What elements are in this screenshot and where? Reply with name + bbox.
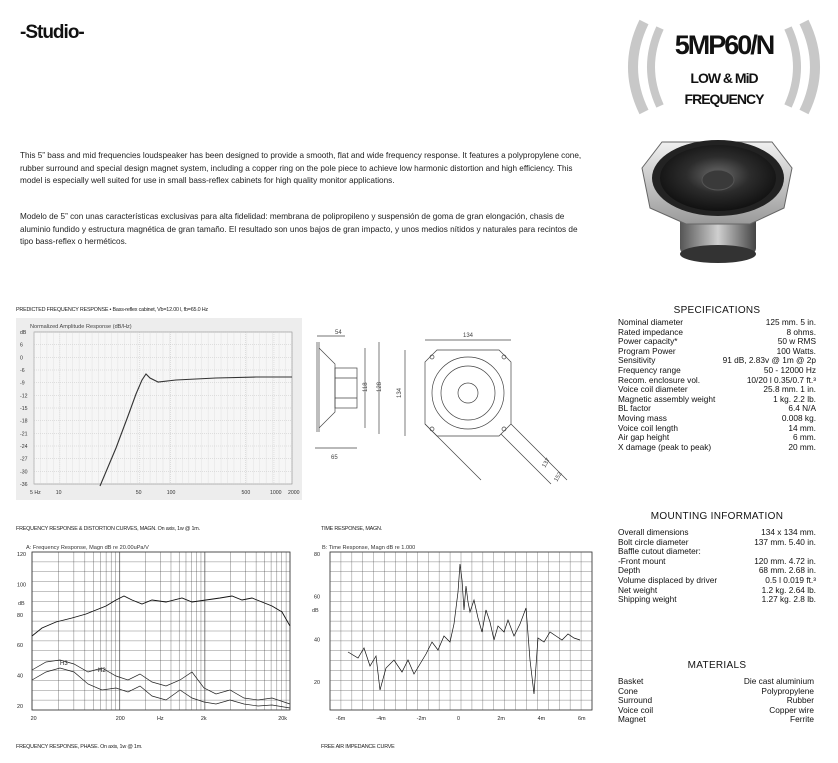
- freq-y-tick: 20: [17, 704, 23, 710]
- spec-row-value: 125 mm. 5 in.: [765, 317, 816, 327]
- spec-row-value: 6 mm.: [792, 432, 816, 443]
- material-row-value: Polypropylene: [761, 685, 814, 696]
- spec-row-label: Voice coil diameter: [618, 384, 688, 395]
- spec-row-label: Sensitivity: [618, 355, 656, 366]
- spec-row-label: Rated impedance: [618, 326, 684, 337]
- spec-row-label: Program Power: [618, 345, 676, 356]
- spec-row-value: 20 mm.: [788, 441, 816, 452]
- materials-table: [618, 677, 814, 725]
- freq-y-tick: 60: [17, 643, 23, 650]
- freq-y-tick: 40: [17, 673, 23, 680]
- time-x-tick: 0: [457, 716, 460, 722]
- brand-title: -Studio-: [20, 22, 84, 43]
- material-row-value: Die cast aluminium: [743, 676, 814, 686]
- mounting-row-value: 1.27 kg. 2.8 lb.: [761, 594, 816, 605]
- predicted-y-tick: -15: [20, 406, 28, 412]
- predicted-x-tick: 1000: [269, 490, 282, 496]
- logo-line2: FREQUENCY: [684, 91, 764, 107]
- spec-row-label: Voice coil length: [618, 422, 678, 433]
- spec-row-label: Magnetic assembly weight: [618, 393, 716, 404]
- time-x-tick: -4m: [376, 716, 386, 722]
- time-response-chart: [308, 540, 600, 722]
- freq-y-tick: 80: [17, 612, 23, 619]
- mounting-row-label: -Front mount: [618, 555, 666, 566]
- mounting-row-value: 0.5 l 0.019 ft.³: [765, 574, 816, 585]
- mounting-row: [618, 595, 816, 605]
- predicted-y-tick: -27: [20, 456, 28, 463]
- material-row-label: Magnet: [618, 714, 646, 725]
- mounting-row-value: 120 mm. 4.72 in.: [754, 555, 816, 566]
- predicted-y-tick: -36: [20, 482, 28, 488]
- time-y-unit: dB: [312, 608, 319, 614]
- freq-x-tick: 20: [30, 716, 37, 722]
- predicted-x-tick: 100: [166, 490, 176, 496]
- predicted-y-tick: 6: [20, 342, 23, 349]
- dim-front-width: 134: [463, 333, 474, 339]
- time-y-tick: 40: [314, 637, 320, 644]
- predicted-x-tick: 5 Hz: [30, 490, 41, 496]
- dim-front-height: 134: [397, 387, 403, 398]
- mounting-row-value: 68 mm. 2.68 in.: [758, 565, 816, 576]
- spec-row-value: 25.8 mm. 1 in.: [763, 384, 816, 395]
- time-x-tick: -2m: [416, 716, 426, 722]
- spec-row-value: 91 dB, 2.83v @ 1m @ 2p: [722, 355, 816, 366]
- time-x-tick: -6m: [336, 716, 346, 722]
- freq-x-tick: Hz: [157, 716, 164, 722]
- spec-row-label: Moving mass: [618, 412, 667, 423]
- predicted-y-tick: -30: [20, 469, 28, 476]
- predicted-y-tick: -18: [20, 418, 28, 425]
- dimension-drawing: [305, 328, 605, 500]
- time-chart-header: B: Time Response, Magn dB re 1.000: [322, 545, 416, 551]
- time-y-tick: 20: [314, 680, 320, 686]
- time-x-tick: 4m: [537, 716, 546, 722]
- time-x-tick: 6m: [578, 716, 586, 722]
- dim-diagonal-1: 137: [541, 457, 552, 469]
- material-row: [618, 706, 814, 716]
- frequency-distortion-chart: [16, 540, 298, 722]
- predicted-y-tick: dB: [20, 330, 27, 336]
- spec-row-value: 14 mm.: [788, 422, 816, 433]
- mounting-row-label: Depth: [618, 565, 641, 576]
- material-row-value: Copper wire: [769, 704, 814, 715]
- freq-x-tick: 20k: [278, 716, 287, 722]
- material-row-label: Voice coil: [618, 704, 654, 715]
- mounting-row-label: Volume displaced by driver: [618, 574, 718, 585]
- predicted-y-tick: -6: [20, 368, 25, 374]
- freq-y-unit: dB: [18, 601, 25, 607]
- freq-x-tick: 200: [115, 716, 125, 722]
- spec-row-label: Recom. enclosure vol.: [618, 374, 701, 385]
- freq-chart-header: A: Frequency Response, Magn dB re 20.00uPa/V: [26, 545, 149, 551]
- time-y-tick: 80: [314, 552, 320, 558]
- material-row-label: Cone: [618, 685, 638, 696]
- caption-phase: FREQUENCY RESPONSE, PHASE. On axis, 1w @ 1m.: [16, 744, 143, 750]
- predicted-x-tick: 500: [241, 490, 251, 496]
- mounting-row-label: Bolt circle diameter: [618, 536, 689, 547]
- mounting-row-value: 137 mm. 5.40 in.: [754, 536, 816, 547]
- predicted-y-tick: 0: [20, 355, 23, 362]
- predicted-y-tick: -24: [20, 444, 28, 450]
- spec-row-value: 50 - 12000 Hz: [763, 364, 816, 375]
- logo-model: 5MP60/N: [674, 30, 774, 60]
- specifications-table: [618, 318, 816, 452]
- predicted-y-tick: -9: [20, 380, 25, 387]
- predicted-y-tick: -21: [20, 431, 28, 438]
- mounting-table: [618, 528, 816, 605]
- spec-row-label: X damage (peak to peak): [618, 441, 712, 452]
- dim-side-h1: 118: [363, 382, 369, 392]
- spec-row-value: 8 ohms.: [786, 326, 816, 337]
- predicted-y-tick: -12: [20, 393, 28, 400]
- spec-row-label: BL factor: [618, 403, 651, 414]
- mounting-row-label: Baffle cutout diameter:: [618, 546, 701, 557]
- dim-diagonal-2: 152: [553, 471, 564, 483]
- time-x-tick: 2m: [497, 716, 505, 722]
- spec-row-value: 6.4 N/A: [788, 403, 816, 414]
- mounting-title: MOUNTING INFORMATION: [650, 511, 784, 522]
- material-row-label: Surround: [618, 695, 653, 706]
- predicted-chart-header: Normalized Amplitude Response (dB/Hz): [30, 324, 132, 330]
- freq-y-tick: 120: [17, 552, 26, 558]
- mounting-row-label: Overall dimensions: [618, 527, 689, 537]
- dim-side-width: 54: [335, 330, 342, 336]
- material-row: [618, 715, 814, 725]
- spec-row-value: 0.008 kg.: [781, 412, 816, 423]
- caption-impedance: FREE AIR IMPEDANCE CURVE: [321, 744, 395, 750]
- spec-row-value: 100 Watts.: [776, 345, 816, 356]
- spec-row-label: Power capacity*: [618, 336, 678, 347]
- spec-row-label: Nominal diameter: [618, 317, 684, 327]
- time-y-tick: 60: [314, 594, 320, 601]
- freq-y-tick: 100: [17, 582, 26, 589]
- spec-row-value: 10/20 l 0.35/0.7 ft.³: [746, 374, 816, 385]
- speaker-photo: [622, 128, 802, 268]
- mounting-row-value: 134 x 134 mm.: [761, 527, 816, 537]
- spec-row-value: 1 kg. 2.2 lb.: [773, 393, 816, 404]
- model-logo: [620, 14, 828, 120]
- freq-x-tick: 2k: [200, 716, 207, 722]
- predicted-x-tick: 10: [55, 490, 62, 496]
- caption-freq-distortion: FREQUENCY RESPONSE & DISTORTION CURVES, MAGN. On axis, 1w @ 1m.: [16, 526, 200, 532]
- material-row-value: Rubber: [786, 695, 814, 706]
- spec-row-label: Frequency range: [618, 364, 681, 375]
- label-h2: H2: [98, 668, 106, 674]
- caption-predicted-response: PREDICTED FREQUENCY RESPONSE • Bass-reflex cabinet, Vb=12.00 l, fb=65.0 Hz: [16, 307, 208, 313]
- predicted-response-chart: [16, 318, 302, 500]
- predicted-x-tick: 50: [135, 490, 142, 496]
- spec-row: [618, 443, 816, 453]
- caption-time-response: TIME RESPONSE, MAGN.: [321, 526, 382, 532]
- dim-side-depth: 65: [331, 455, 338, 461]
- label-h3: H3: [60, 661, 68, 667]
- predicted-x-tick: 2000: [288, 490, 300, 496]
- material-row-label: Basket: [618, 676, 644, 686]
- description-spanish: Modelo de 5” con unas características exclusivas para alta fidelidad: membrana de polipropileno y suspensión de goma de gran elongación, chasis de aluminio fundido y estructura magnética de gran tamaño. El resultado son unos bajos de gran impacto, y unos medios nítidos y naturales para recintos de tipo bass-reflex o herméticos.: [20, 212, 578, 247]
- spec-row-value: 50 w RMS: [777, 336, 816, 347]
- dim-side-h2: 128: [377, 381, 383, 392]
- mounting-row-label: Net weight: [618, 584, 658, 595]
- mounting-row-label: Shipping weight: [618, 594, 677, 605]
- description-english: This 5” bass and mid frequencies loudspeaker has been designed to provide a smooth, flat and wide frequency response. It features a polypropylene cone, rubber surround and special design magnet system, including a copper ring on the pole piece to achieve low harmonic distortion and high efficiency. This model is especially well suited for use in small bass-reflex cabinets for high quality monitor applications.: [20, 151, 582, 186]
- materials-title: MATERIALS: [687, 660, 747, 671]
- logo-line1: LOW & MiD: [690, 70, 758, 86]
- material-row-value: Ferrite: [790, 714, 814, 725]
- specifications-title: SPECIFICATIONS: [673, 305, 761, 316]
- spec-row-label: Air gap height: [618, 432, 670, 443]
- mounting-row-value: 1.2 kg. 2.64 lb.: [761, 584, 816, 595]
